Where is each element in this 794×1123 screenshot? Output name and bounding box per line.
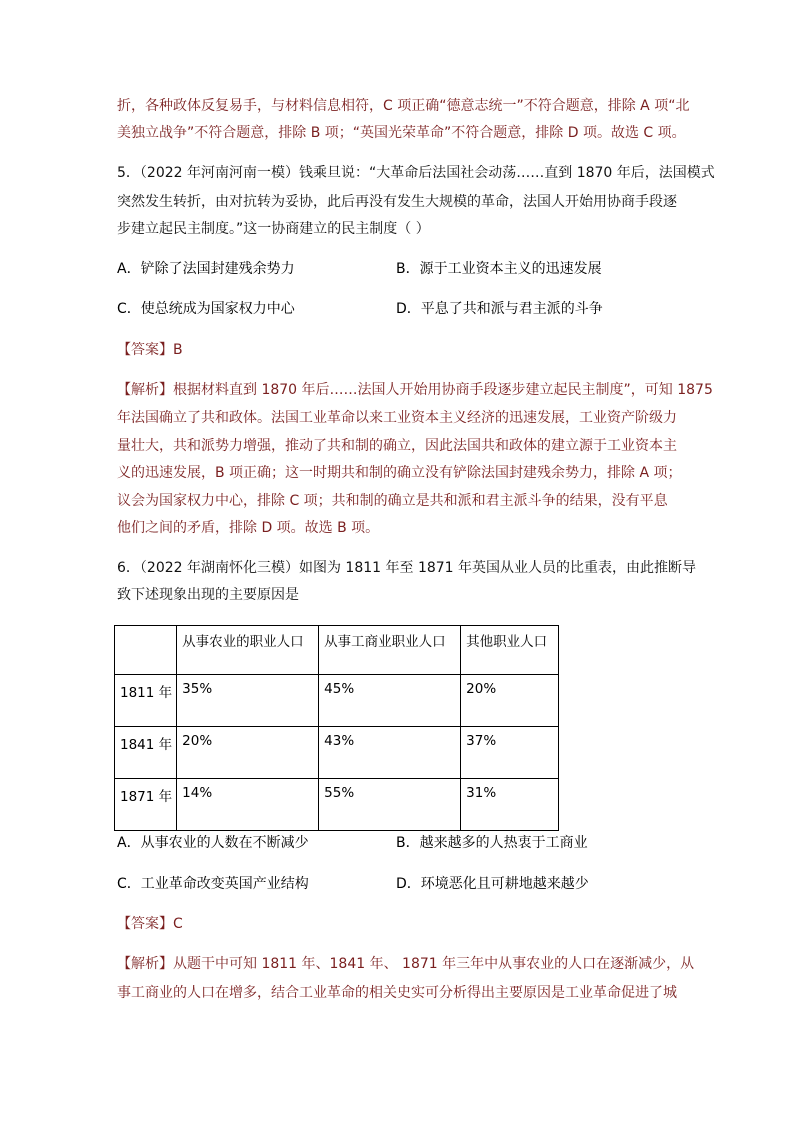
- q5-analysis-line-1: 【解析】根据材料直到 1870 年后……法国人开始用协商手段逐步建立起民主制度”，可知 1875: [117, 382, 713, 398]
- q6-option-d: D．环境恶化且可耕地越来越少: [396, 876, 589, 892]
- table-header-corner: [115, 626, 177, 675]
- table-cell-year: 1871 年: [115, 779, 177, 831]
- table-cell: 35%: [177, 675, 319, 727]
- q5-option-c: C．使总统成为国家权力中心: [117, 301, 295, 317]
- q6-analysis-line-1: 【解析】从题干中可知 1811 年、1841 年、 1871 年三年中从事农业的人口在逐渐减少，从: [117, 956, 695, 972]
- q6-analysis-line-2: 事工商业的人口在增多，结合工业革命的相关史实可分析得出主要原因是工业革命促进了城: [117, 985, 677, 1001]
- table-cell: 31%: [461, 779, 559, 831]
- q5-stem-line-1: 5．（2022 年河南河南一模）钱乘旦说：“大革命后法国社会动荡……直到 1870 年后，法国模式: [117, 165, 715, 181]
- q6-option-a: A．从事农业的人数在不断减少: [117, 835, 309, 851]
- q5-answer: 【答案】B: [117, 342, 183, 358]
- table-cell: 45%: [319, 675, 461, 727]
- q5-stem-line-3: 步建立起民主制度。”这一协商建立的民主制度（ ）: [117, 221, 430, 237]
- q5-analysis-line-4: 义的迅速发展，B 项正确；这一时期共和制的确立没有铲除法国封建残余势力，排除 A 项；: [117, 465, 682, 481]
- q6-stem-line-2: 致下述现象出现的主要原因是: [117, 587, 299, 603]
- prev-analysis-line-1: 折，各种政体反复易手，与材料信息相符，C 项正确“德意志统一”不符合题意，排除 A 项“北: [117, 98, 690, 114]
- q6-answer: 【答案】C: [117, 916, 183, 932]
- table-cell: 43%: [319, 727, 461, 779]
- q5-stem-line-2: 突然发生转折，由对抗转为妥协，此后再没有发生大规模的革命，法国人开始用协商手段逐: [117, 194, 677, 210]
- table-header-industry-commerce: 从事工商业职业人口: [319, 626, 461, 675]
- q5-option-a: A．铲除了法国封建残余势力: [117, 261, 295, 277]
- q5-option-b: B．源于工业资本主义的迅速发展: [396, 261, 602, 277]
- table-header-agriculture: 从事农业的职业人口: [177, 626, 319, 675]
- table-cell: 37%: [461, 727, 559, 779]
- table-header-row: [115, 626, 559, 675]
- table-cell-year: 1811 年: [115, 675, 177, 727]
- q6-option-c: C．工业革命改变英国产业结构: [117, 876, 309, 892]
- prev-analysis-line-2: 美独立战争”不符合题意，排除 B 项；“英国光荣革命”不符合题意，排除 D 项。故选 C 项。: [117, 125, 686, 141]
- table-cell: 20%: [461, 675, 559, 727]
- q5-analysis-line-2: 年法国确立了共和政体。法国工业革命以来工业资本主义经济的迅速发展，工业资产阶级力: [117, 410, 677, 426]
- table-row: [115, 727, 559, 779]
- table-header-other: 其他职业人口: [461, 626, 559, 675]
- q5-analysis-line-5: 议会为国家权力中心，排除 C 项；共和制的确立是共和派和君主派斗争的结果，没有平息: [117, 493, 668, 509]
- table-cell: 20%: [177, 727, 319, 779]
- q5-analysis-line-3: 量壮大，共和派势力增强，推动了共和制的确立，因此法国共和政体的建立源于工业资本主: [117, 438, 677, 454]
- table-cell: 55%: [319, 779, 461, 831]
- employment-ratio-table: [114, 625, 559, 831]
- table-cell-year: 1841 年: [115, 727, 177, 779]
- q5-analysis-line-6: 他们之间的矛盾，排除 D 项。故选 B 项。: [117, 520, 380, 536]
- table-row: [115, 779, 559, 831]
- table-row: [115, 675, 559, 727]
- table-cell: 14%: [177, 779, 319, 831]
- q6-option-b: B．越来越多的人热衷于工商业: [396, 835, 588, 851]
- q6-stem-line-1: 6．（2022 年湖南怀化三模）如图为 1811 年至 1871 年英国从业人员的比重表，由此推断导: [117, 560, 697, 576]
- q5-option-d: D．平息了共和派与君主派的斗争: [396, 301, 603, 317]
